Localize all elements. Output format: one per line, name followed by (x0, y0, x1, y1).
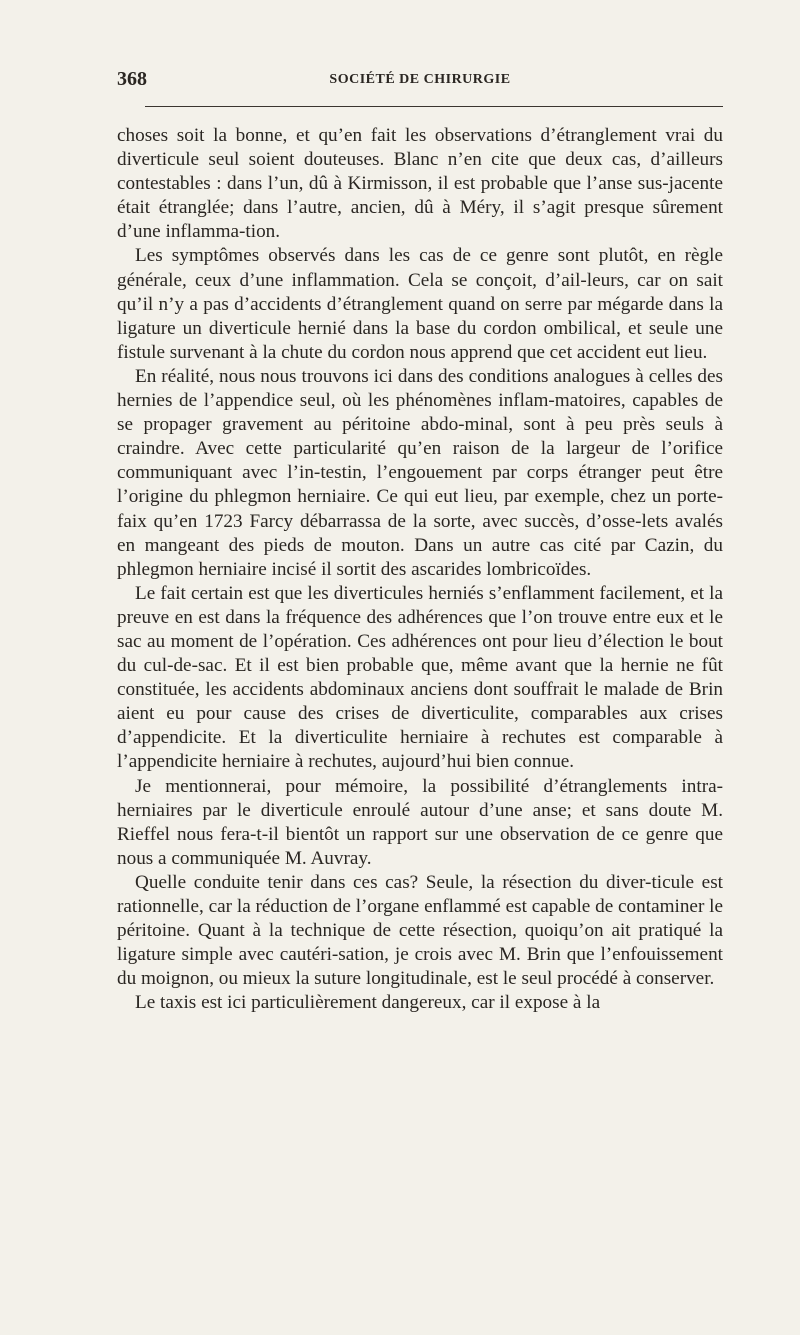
running-head (117, 68, 723, 94)
body-text (117, 124, 723, 1015)
paragraph: Quelle conduite tenir dans ces cas? Seule, la résection du diver-ticule est rationnelle, car la réduction de l’organe enflammé est capable de contaminer le péritoine. Quant à la technique de cette résection, quoiqu’on ait pratiqué la ligature simple avec cautéri-sation, je crois avec M. Brin que l’enfouissement du moignon, ou mieux la suture longitudinale, est le seul procédé à conserver. (117, 871, 723, 990)
paragraph: choses soit la bonne, et qu’en fait les observations d’étranglement vrai du diverticule seul soient douteuses. Blanc n’en cite que deux cas, d’ailleurs contestables : dans l’un, dû à Kirmisson, il est probable que l’anse sus-jacente était étranglée; dans l’autre, ancien, dû à Méry, il s’agit presque sûrement d’une inflamma-tion. (117, 125, 723, 243)
header-rule (145, 106, 723, 107)
running-title: SOCIÉTÉ DE CHIRURGIE (329, 72, 511, 87)
paragraph: En réalité, nous nous trouvons ici dans des conditions analogues à celles des hernies de l’appendice seul, où les phénomènes inflam-matoires, capables de se propager gravement au péritoine abdo-minal, sont à peu près seuls à craindre. Avec cette particularité qu’en raison de la largeur de l’orifice communiquant avec l’in-testin, l’engouement par corps étranger peut être l’origine du phlegmon herniaire. Ce qui eut lieu, par exemple, chez un porte-faix qu’en 1723 Farcy débarrassa de la sorte, avec succès, d’osse-lets avalés en mangeant des pieds de mouton. Dans un autre cas cité par Cazin, du phlegmon herniaire incisé il sortit des ascarides lombricoïdes. (117, 365, 723, 580)
paragraph: Je mentionnerai, pour mémoire, la possibilité d’étranglements intra-herniaires par le diverticule enroulé autour d’une anse; et sans doute M. Rieffel nous fera-t-il bientôt un rapport sur une observation de ce genre que nous a communiquée M. Auvray. (117, 775, 723, 869)
paragraph: Le fait certain est que les diverticules herniés s’enflamment facilement, et la preuve en est dans la fréquence des adhérences que l’on trouve entre eux et le sac au moment de l’opération. Ces adhérences ont pour lieu d’élection le bout du cul-de-sac. Et il est bien probable que, même avant que la hernie ne fût constituée, les accidents abdominaux anciens dont souffrait le malade de Brin aient eu pour cause des crises de diverticulite, comparables aux crises d’appendicite. Et la diverticulite herniaire à rechutes est comparable à l’appendicite herniaire à rechutes, aujourd’hui bien connue. (117, 582, 723, 773)
paragraph: Le taxis est ici particulièrement dangereux, car il expose à la (135, 992, 601, 1014)
paragraph: Les symptômes observés dans les cas de ce genre sont plutôt, en règle générale, ceux d’une inflammation. Cela se conçoit, d’ail-leurs, car on sait qu’il n’y a pas d’accidents d’étranglement quand on serre par mégarde dans la ligature un diverticule hernié dans la base du cordon ombilical, et seule une fistule survenant à la chute du cordon nous apprend que cet accident eut lieu. (117, 245, 723, 363)
page-number: 368 (117, 68, 147, 90)
